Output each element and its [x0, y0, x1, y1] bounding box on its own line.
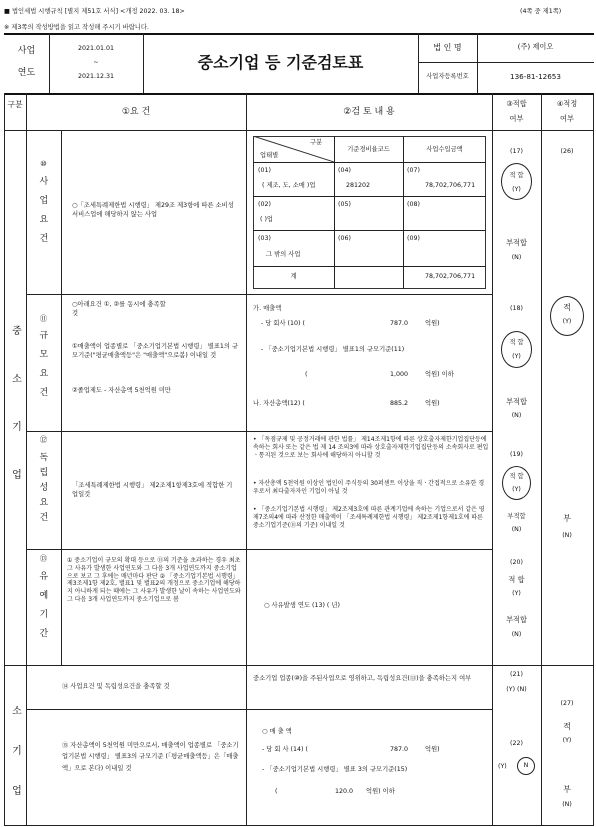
scale-review-a: 가. 매출액	[253, 305, 282, 312]
cell7-text: 그 밖의 사업	[266, 251, 301, 258]
business-label: 사업요건	[37, 176, 48, 252]
year-label-1: 사업	[17, 46, 36, 56]
scale-review-d-amt: 1,000	[390, 371, 409, 378]
cell2-code: 281202	[346, 182, 371, 189]
scale-label: 규모요건	[37, 330, 48, 406]
corp-name: (주) 제이오	[517, 42, 554, 51]
requirement-header: ①요 건	[121, 107, 151, 117]
scale-review-b: - 당 회사 (10) (	[261, 320, 305, 327]
col4-selected-circle	[550, 296, 584, 336]
table-header-left: 업태별	[260, 152, 279, 159]
table-col2: 사업수입금액	[426, 146, 463, 153]
fit17-no-mark: (N)	[511, 254, 522, 261]
grace-requirement: ① 중소기업이 규모의 확대 등으로 ⑪의 기준을 초과하는 경우 최초 그 사유가 발생한 사업연도와 그 다음 3개 사업연도까지 중소기업으로 보고 그 후에는 매년마다 판단 ② 「중소기업기본법 시행령」 제3조제1항 제2호, 별표1 및 별표2의 개정으로 중소기업에 해당하지 아니하게 되는 때에는 그 사유가 발생한 날이 속하는 사업연도와 그 다음 3개 사업연도까지 중소기업으로 봄	[67, 557, 241, 603]
fit20-no-label: 부적합	[506, 615, 527, 624]
cell5-no: (05)	[338, 201, 351, 208]
total-amount: 78,702,706,771	[425, 273, 476, 280]
cell7-no: (03)	[258, 235, 271, 242]
fit18-yes-mark: (Y)	[512, 353, 521, 360]
col4-no-mark: (N)	[562, 532, 572, 539]
fit3-header-a: ③적합	[506, 99, 527, 108]
fit18-no: (18)	[510, 305, 523, 312]
small-review-d-unit: 억원) 이하	[366, 788, 395, 795]
table-col1: 기준경비율코드	[347, 146, 390, 153]
independence-requirement: 「조세특례제한법 시행령」 제2조제1항제3호에 적합한 기업일것	[72, 482, 233, 498]
cell4-text: ( )업	[260, 216, 273, 223]
fit18-selected-circle	[501, 331, 532, 368]
fit18-no-label: 부적합	[506, 397, 527, 406]
scale-review-e-unit: 억원)	[425, 400, 440, 407]
fit19-no: (19)	[510, 451, 523, 458]
fit17-no: (17)	[510, 148, 523, 155]
grace-review: ○ 사유발생 연도 (13) ( 년)	[264, 602, 340, 609]
cell8-no: (06)	[338, 235, 351, 242]
fit22-y: (Y)	[498, 763, 507, 770]
col4-yes: 적	[563, 303, 571, 312]
independence-review2: • 자산총액 5천억원 이상인 법인이 주식등의 30퍼센트 이상을 직ㆍ간접적으로 소유한 경우로서 최다출자자인 기업이 아닐 것	[253, 480, 485, 495]
summary-review: 중소기업 업종(⑩)을 주된사업으로 영위하고, 독립성요건(⑬)을 충족하는지 여부	[253, 675, 472, 682]
cell2-no: (04)	[338, 167, 351, 174]
cell3-amount: 78,702,706,771	[425, 182, 476, 189]
business-no: ⑩	[40, 159, 47, 168]
col4-yes-mark: (Y)	[562, 318, 572, 325]
scale-review-c: - 「중소기업기본법 시행령」 별표1의 규모기준(11)	[261, 346, 405, 353]
scale-review-e-amt: 885.2	[390, 400, 409, 407]
notice-line: ※ 제3쪽의 작성방법을 읽고 작성해 주시기 바랍니다.	[4, 24, 149, 31]
independence-review1: • 「독점규제 및 공정거래에 관한 법률」 제14조제1항에 따른 상호출자제한기업집단등에 속하는 회사 또는 같은 법 제 14 조의3에 따라 상호출자제한기업집단등의 소속회사로 편입ㆍ통지된 것으로 보는 회사에 해당하지 아니할 것	[253, 436, 489, 459]
scale-review-d-unit: 억원) 이하	[425, 371, 454, 378]
table-header-top: 구분	[310, 139, 323, 146]
fit19-selected-circle	[502, 466, 531, 500]
independence-review3: • 「중소기업기본법 시행령」 제2조제3호에 따른 관계기업에 속하는 기업으로서 같은 영 제7조의4에 따라 산정한 매출액이 「조세특례제한법 시행령」 제2조제1항제1호에 따른 중소기업기준(⑪의 기준) 이내일 것	[253, 506, 485, 529]
fit19-yes-mark: (Y)	[512, 486, 521, 493]
corp-name-label: 법 인 명	[433, 43, 462, 52]
fit3-header-b: 여부	[509, 114, 524, 123]
fit20-no: (20)	[510, 559, 523, 566]
col4-26: (26)	[560, 148, 574, 155]
business-requirement: ○「조세특례제한법 시행령」 제29조 제3항에 따른 소비성 서비스업에 해당하지 않는 사업	[72, 202, 234, 218]
fit17-yes-mark: (Y)	[512, 186, 521, 193]
fit22-n: N	[523, 762, 529, 769]
small-review-b-unit: 억원)	[425, 746, 440, 753]
category-header: 구분	[7, 100, 23, 109]
cell3-no: (07)	[407, 167, 420, 174]
scale-review-e: 나. 자산총액(12) (	[253, 400, 305, 407]
fit19-yes: 적 합	[509, 473, 524, 480]
scale-review-d: (	[305, 371, 308, 378]
scale-no: ⑪	[39, 314, 48, 323]
cell1-no: (01)	[258, 167, 271, 174]
date-tilde: ~	[93, 59, 99, 66]
fit17-selected-circle	[501, 163, 532, 200]
independence-label: 독립성요건	[37, 452, 48, 527]
fit22-no: (22)	[510, 740, 523, 747]
fit19-no-mark: (N)	[511, 526, 522, 533]
fit21-marks: (Y) (N)	[506, 686, 527, 693]
small-review-b: - 당 회 사 (14) (	[262, 746, 308, 753]
scale-review-b-unit: 억원)	[425, 320, 440, 327]
fit21-no: (21)	[510, 671, 523, 678]
scale-review-b-amt: 787.0	[390, 320, 409, 327]
small-requirement: ⑮ 자산총액이 5천억원 미만으로서, 매출액이 업종별로 「중소기업기본법 시행령」 별표3의 규모기준 (「평균매출액등」은「매출액」으로 본다) 이내일 것	[62, 742, 239, 772]
fit18-yes: 적 합	[509, 339, 524, 346]
fit20-yes-mark: (Y)	[512, 590, 521, 597]
cell6-no: (08)	[407, 201, 420, 208]
independence-no: ⑫	[39, 435, 48, 444]
col4-27: (27)	[560, 700, 574, 707]
total-label: 계	[290, 273, 297, 280]
fit20-no-mark: (N)	[511, 631, 522, 638]
col4-no-label: 부	[563, 514, 571, 523]
small-review-d-amt: 120.0	[335, 788, 354, 795]
end-date: 2021.12.31	[77, 73, 115, 80]
review-header: ②검 토 내 용	[343, 107, 395, 117]
cell9-no: (09)	[407, 235, 420, 242]
col4-small-yes-mark: (Y)	[562, 737, 572, 744]
fit17-yes: 적 합	[509, 172, 524, 179]
start-date: 2021.01.01	[77, 45, 115, 52]
small-review-b-amt: 787.0	[390, 746, 409, 753]
fit17-no-label: 부적합	[506, 238, 527, 247]
grace-no: ⑬	[39, 554, 48, 563]
cell4-no: (02)	[258, 201, 271, 208]
cell1-text: ( 제조, 도, 소매 )업	[262, 182, 316, 189]
page-info: (4쪽 중 제1쪽)	[520, 8, 562, 15]
reg-no: 136-81-12653	[510, 72, 561, 81]
small-review-a: ○ 매 출 액	[262, 728, 292, 735]
fit4-header-a: ④적정	[556, 99, 578, 108]
scale-req2: ①매출액이 업종별로 「중소기업기본법 시행령」 별표1의 규모기준("평균매출액등"은 "매출액"으로봄) 이내일 것	[72, 343, 239, 359]
regulation-line: ■ 법인세법 시행규칙 [별지 제51호 서식] <개정 2022. 03. 18>	[4, 8, 185, 15]
section-sme: 중소기업	[9, 325, 21, 517]
scale-req1: ○아래요건 ①, ②를 동시에 충족할 것	[72, 301, 166, 317]
fit20-yes: 적 합	[508, 575, 525, 584]
scale-req3: ②졸업제도 - 자산총액 5천억원 미만	[72, 387, 172, 394]
reg-no-label: 사업자등록번호	[426, 73, 469, 80]
col4-small-no: 부	[563, 785, 571, 794]
page-title: 중소기업 등 기준검토표	[197, 53, 364, 72]
grace-label: 유예기간	[37, 571, 48, 647]
fit19-no-label: 부적합	[507, 513, 526, 520]
fit18-no-mark: (N)	[511, 412, 522, 419]
summary-requirement: ⑭ 사업요건 및 독립성요건을 충족할 것	[62, 683, 170, 690]
col4-small-yes: 적	[563, 722, 571, 731]
small-review-c: - 「중소기업기본법 시행령」 별표 3의 규모기준(15)	[262, 766, 408, 773]
section-small: 소기업	[9, 705, 21, 825]
small-review-d: (	[275, 788, 278, 795]
fit4-header-b: 여부	[560, 114, 574, 123]
col4-small-no-mark: (N)	[562, 801, 572, 808]
year-label-2: 연도	[17, 68, 36, 78]
